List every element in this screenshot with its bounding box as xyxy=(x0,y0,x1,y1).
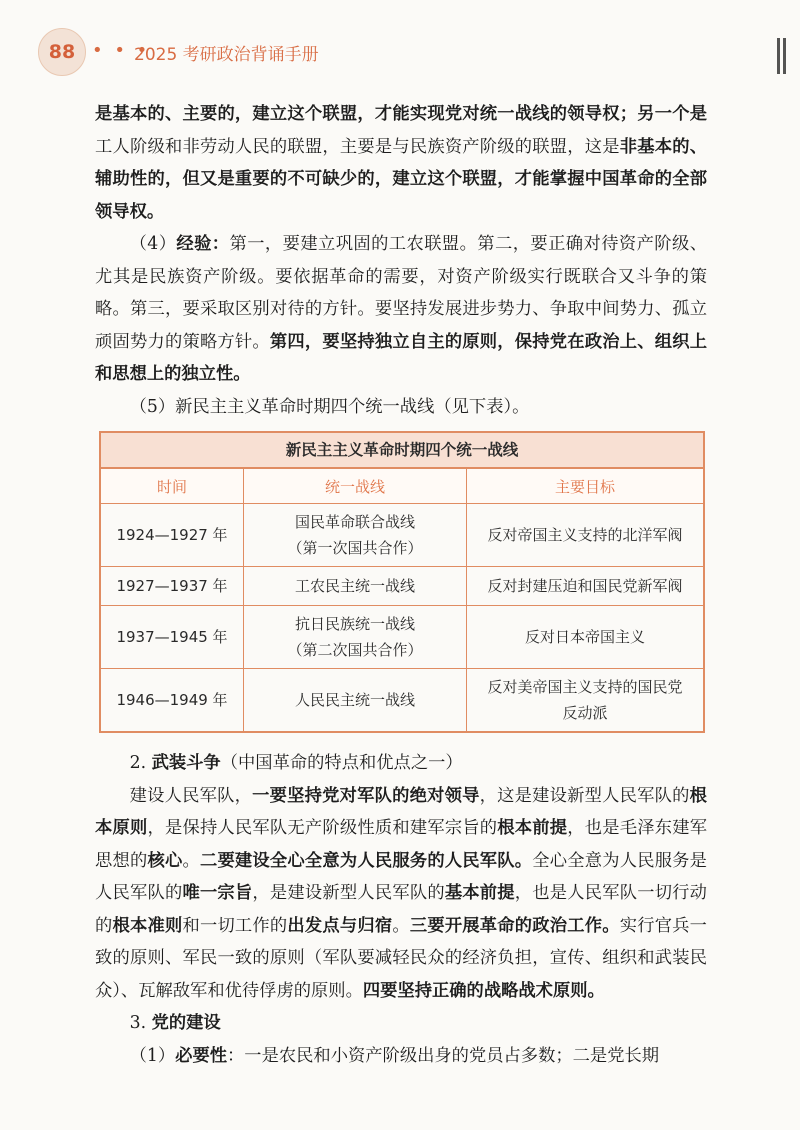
text-run: ，这是建设新型人民军队的 xyxy=(479,785,690,806)
paragraph-alliance xyxy=(95,98,707,228)
text-run: （4） xyxy=(129,234,177,254)
bold-text-run: 根本原则 xyxy=(95,785,707,838)
bold-text-run: 二要建设全心全意为人民服务的人民军队。 xyxy=(199,850,533,871)
bold-text-run: 四要坚持正确的战略战术原则。 xyxy=(362,980,605,1001)
goal-line-1: 反对美帝国主义支持的国民党 xyxy=(487,678,683,696)
table-row xyxy=(100,567,704,606)
bold-text-run: 必要性 xyxy=(175,1045,228,1066)
text-run: ：一是农民和小资产阶级出身的党员占多数；二是党长期 xyxy=(227,1045,660,1066)
cell-front xyxy=(244,606,467,669)
bold-text-run: 非基本的、辅助性的，但又是重要的不可缺少的，建立这个联盟，才能掌握中国革命的全部领导权。 xyxy=(95,136,707,222)
text-run: 建设人民军队， xyxy=(129,785,253,806)
bold-text-run: 唯一宗旨 xyxy=(182,883,253,903)
text-run: 全心全意为人民服务是人民军队的 xyxy=(95,850,707,903)
bold-text-run: 根本前提 xyxy=(497,818,568,838)
page-edge-mark xyxy=(777,38,786,74)
text-run: 第一，要建立巩固的工农联盟。第二，要正确对待资产阶级、尤其是民族资产阶级。要依据革命的需要，对资产阶级实行既联合又斗争的策略。第三，要采取区别对待的方针。要坚持发展进步势力、争取中间势力、孤立顽固势力的策略方针。 xyxy=(95,234,707,352)
text-run: ，是建设新型人民军队的 xyxy=(252,883,445,903)
paragraph-armed-struggle xyxy=(95,780,707,1008)
cell-period: 1924—1927 年 xyxy=(100,504,244,567)
header-dots: • • • xyxy=(92,40,151,61)
page-header xyxy=(38,28,758,74)
text-run: 实行官兵一致的原则、军民一致的原则（军队要减轻民众的经济负担，宣传、组织和武装民众）、瓦解敌军和优待俘虏的原则。 xyxy=(95,915,707,1001)
bold-text-run: 基本前提 xyxy=(444,883,515,903)
text-run: 。 xyxy=(182,850,200,871)
text-run: 和一切工作的 xyxy=(182,915,288,936)
bold-text-run: 核心 xyxy=(147,850,183,871)
bold-text-run: 党的建设 xyxy=(151,1013,221,1033)
book-title: 2025 考研政治背诵手册 xyxy=(134,45,319,65)
bold-text-run: 一要坚持党对军队的绝对领导 xyxy=(252,785,480,806)
header-front: 统一战线 xyxy=(244,468,467,504)
front-line-2: （第一次国共合作） xyxy=(287,539,423,557)
united-fronts-table xyxy=(99,431,705,733)
bold-text-run: 三要开展革命的政治工作。 xyxy=(409,915,620,936)
text-run: ，也是毛泽东建军思想的 xyxy=(95,818,707,871)
page-number-badge: 88 xyxy=(38,28,86,76)
cell-period: 1946—1949 年 xyxy=(100,669,244,733)
paragraph-experience xyxy=(95,228,707,391)
section-armed-struggle-heading xyxy=(95,747,707,780)
bold-text-run: 武装斗争 xyxy=(151,753,221,773)
front-line-2: （第二次国共合作） xyxy=(287,641,423,659)
table-row xyxy=(100,504,704,567)
cell-goal: 反对帝国主义支持的北洋军阀 xyxy=(467,504,705,567)
text-run: 2. xyxy=(129,753,152,773)
text-run: 3. xyxy=(129,1013,152,1033)
cell-goal: 反对日本帝国主义 xyxy=(467,606,705,669)
paragraph-table-intro: （5）新民主主义革命时期四个统一战线（见下表）。 xyxy=(129,396,530,417)
front-line-1: 国民革命联合战线 xyxy=(294,513,415,531)
bold-text-run: 第四，要坚持独立自主的原则，保持党在政治上、组织上和思想上的独立性。 xyxy=(95,331,707,384)
cell-front xyxy=(244,504,467,567)
table-header-row xyxy=(100,468,704,504)
text-run: 工人阶级和非劳动人民的联盟，主要是与民族资产阶级的联盟，这是 xyxy=(95,136,620,157)
bold-text-run: 是基本的、主要的，建立这个联盟，才能实现党对统一战线的领导权；另一个是 xyxy=(95,104,707,124)
table-row xyxy=(100,606,704,669)
front-line-1: 抗日民族统一战线 xyxy=(294,615,415,633)
header-goal: 主要目标 xyxy=(467,468,705,504)
paragraph-necessity xyxy=(95,1040,707,1073)
cell-period: 1937—1945 年 xyxy=(100,606,244,669)
table-row xyxy=(100,669,704,733)
cell-front: 工农民主统一战线 xyxy=(244,567,467,606)
bold-text-run: 经验： xyxy=(176,234,230,254)
section-party-building-heading xyxy=(95,1007,707,1040)
text-run: ，也是人民军队一切行动的 xyxy=(95,883,707,936)
bold-text-run: 出发点与归宿 xyxy=(287,915,393,936)
bold-text-run: 根本准则 xyxy=(112,915,183,936)
text-run: 。 xyxy=(392,915,410,936)
text-run: ，是保持人民军队无产阶级性质和建军宗旨的 xyxy=(147,818,498,838)
cell-period: 1927—1937 年 xyxy=(100,567,244,606)
cell-goal xyxy=(467,669,705,733)
text-run: （1） xyxy=(129,1045,176,1066)
text-run: （中国革命的特点和优点之一） xyxy=(220,753,463,773)
table-title: 新民主主义革命时期四个统一战线 xyxy=(99,431,705,467)
cell-goal: 反对封建压迫和国民党新军阀 xyxy=(467,567,705,606)
cell-front: 人民民主统一战线 xyxy=(244,669,467,733)
goal-line-2: 反动派 xyxy=(562,704,608,722)
page-body xyxy=(95,98,707,1072)
header-period: 时间 xyxy=(100,468,244,504)
